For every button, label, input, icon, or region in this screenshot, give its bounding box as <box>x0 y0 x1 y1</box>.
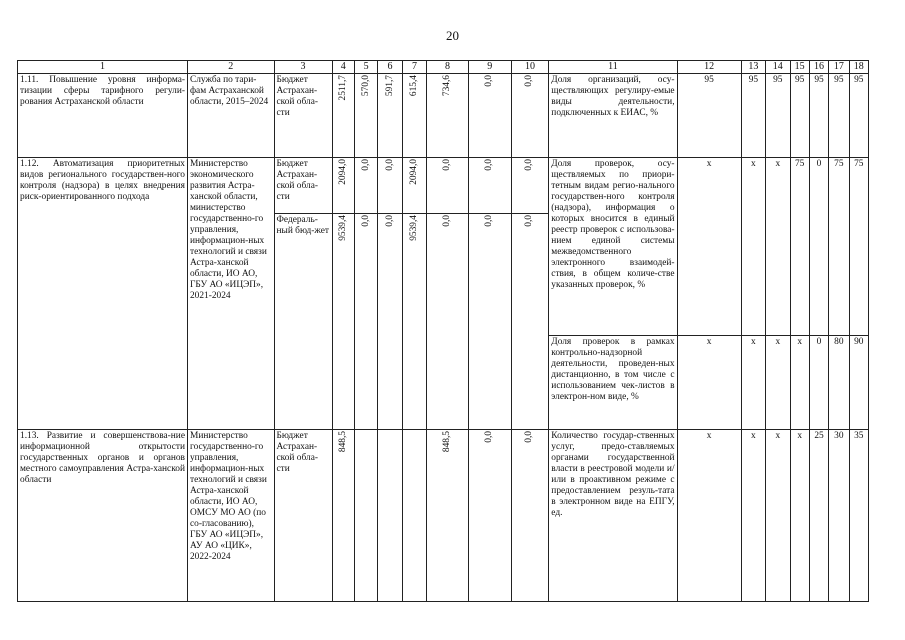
indicator-cell: Количество государ-ственных услуг, предо-ставляемых органами государственной власти в реестровой модели и/или в проактивном режиме с предоставлением резуль-тата в электронном виде на ЕПГУ, ед. <box>549 430 677 602</box>
amount-value: 848,5 <box>337 431 348 453</box>
indicator-value: 25 <box>809 430 828 602</box>
amount-year-cell <box>378 214 402 430</box>
header-cell: 16 <box>809 61 828 74</box>
indicator-value: 0 <box>809 336 828 430</box>
amount-total-cell <box>332 430 354 602</box>
amount-value: 2511,7 <box>337 75 348 101</box>
indicator-cell: Доля проверок, осу-ществляемых по приори-тетным видам регио-нального государствен-ного контроля (надзора), информация о которых вносится в единый реестр проверок с использова-нием единой системы межведомственного электронного взаимодей-ствия, в общем количе-стве указанных проверок, % <box>549 158 677 336</box>
amount-value: 9539,4 <box>337 215 348 241</box>
amount-year-cell <box>511 214 549 430</box>
activity-cell: 1.11. Повышение уровня информа-тизации сферы тарифного регули-рования Астраханской области <box>18 74 188 158</box>
amount-year-cell <box>378 158 402 214</box>
amount-year-cell <box>354 430 377 602</box>
amount-value: 9539,4 <box>408 215 419 241</box>
indicator-value: x <box>741 430 765 602</box>
indicator-value: 95 <box>741 74 765 158</box>
amount-year-cell <box>511 74 549 158</box>
amount-value: 0,0 <box>360 159 371 171</box>
amount-value: 2094,0 <box>408 159 419 185</box>
indicator-value: x <box>766 430 790 602</box>
header-cell: 1 <box>18 61 188 74</box>
indicator-value: 95 <box>829 74 849 158</box>
amount-value: 0,0 <box>484 75 495 87</box>
amount-value: 734,6 <box>442 75 453 97</box>
amount-value: 0,0 <box>442 215 453 227</box>
amount-value: 0,0 <box>524 215 535 227</box>
header-cell: 7 <box>402 61 426 74</box>
program-table <box>17 60 869 602</box>
amount-value: 570,0 <box>360 75 371 97</box>
amount-value: 2094,0 <box>337 159 348 185</box>
table-row <box>18 430 869 602</box>
indicator-value: x <box>741 336 765 430</box>
indicator-value: 30 <box>829 430 849 602</box>
indicator-value: 95 <box>790 74 809 158</box>
header-cell: 6 <box>378 61 402 74</box>
header-cell: 4 <box>332 61 354 74</box>
indicator-value: x <box>677 336 741 430</box>
funding-source-cell: Федераль-ный бюд-жет <box>274 214 332 430</box>
amount-year-cell <box>402 430 426 602</box>
amount-year-cell <box>468 74 511 158</box>
header-cell: 18 <box>849 61 868 74</box>
indicator-value: x <box>790 336 809 430</box>
executor-cell: Служба по тари-фам Астраханской области, 2015–2024 <box>187 74 274 158</box>
indicator-value: 0 <box>809 158 828 336</box>
page-number: 20 <box>446 28 459 43</box>
header-cell: 8 <box>427 61 469 74</box>
indicator-value: x <box>766 158 790 336</box>
table-row <box>18 158 869 214</box>
amount-total-cell <box>332 214 354 430</box>
header-cell: 12 <box>677 61 741 74</box>
header-cell: 10 <box>511 61 549 74</box>
indicator-value: x <box>766 336 790 430</box>
funding-source-cell: Бюджет Астрахан-ской обла-сти <box>274 430 332 602</box>
header-cell: 14 <box>766 61 790 74</box>
amount-year-cell <box>378 430 402 602</box>
amount-value: 0,0 <box>384 215 395 227</box>
indicator-value: 80 <box>829 336 849 430</box>
indicator-value: x <box>790 430 809 602</box>
amount-year-cell <box>468 214 511 430</box>
indicator-value: 75 <box>829 158 849 336</box>
amount-year-cell <box>427 430 469 602</box>
amount-value: 0,0 <box>442 159 453 171</box>
amount-value: 0,0 <box>524 159 535 171</box>
amount-year-cell <box>427 214 469 430</box>
amount-value: 615,4 <box>408 75 419 97</box>
indicator-value: 95 <box>849 74 868 158</box>
indicator-value: x <box>677 158 741 336</box>
indicator-value: x <box>677 430 741 602</box>
indicator-value: x <box>741 158 765 336</box>
amount-year-cell <box>378 74 402 158</box>
amount-value: 0,0 <box>360 215 371 227</box>
header-cell: 17 <box>829 61 849 74</box>
activity-cell: 1.12. Автоматизация приоритетных видов регионального государствен-ного контроля (надзора) в целях внедрения риск-ориентированного подхода <box>18 158 188 430</box>
amount-value: 591,7 <box>384 75 395 97</box>
amount-total-cell <box>332 158 354 214</box>
amount-year-cell <box>354 74 377 158</box>
amount-value: 0,0 <box>384 159 395 171</box>
indicator-value: 95 <box>766 74 790 158</box>
indicator-value: 75 <box>849 158 868 336</box>
header-cell: 13 <box>741 61 765 74</box>
amount-year-cell <box>427 74 469 158</box>
header-cell: 5 <box>354 61 377 74</box>
table-row <box>18 74 869 158</box>
amount-year-cell <box>354 158 377 214</box>
header-cell: 2 <box>187 61 274 74</box>
funding-source-cell: Бюджет Астрахан-ской обла-сти <box>274 158 332 214</box>
header-cell: 15 <box>790 61 809 74</box>
amount-total-cell <box>332 74 354 158</box>
amount-year-cell <box>468 430 511 602</box>
indicator-cell: Доля проверок в рамках контрольно-надзорной деятельности, проведен-ных дистанционно, в том числе с использованием чек-листов в электрон-ном виде, % <box>549 336 677 430</box>
amount-value: 0,0 <box>524 75 535 87</box>
amount-year-cell <box>402 74 426 158</box>
indicator-value: 95 <box>677 74 741 158</box>
amount-value: 0,0 <box>524 431 535 443</box>
activity-cell: 1.13. Развитие и совершенствова-ние информационной открытости государственных органов и органов местного самоуправления Астра-ханской области <box>18 430 188 602</box>
indicator-value: 75 <box>790 158 809 336</box>
indicator-cell: Доля организаций, осу-ществляющих регулиру-емые виды деятельности, подключенных к ЕИАС, % <box>549 74 677 158</box>
indicator-value: 35 <box>849 430 868 602</box>
amount-value: 0,0 <box>484 215 495 227</box>
amount-value: 0,0 <box>484 431 495 443</box>
amount-value: 848,5 <box>442 431 453 453</box>
amount-year-cell <box>402 214 426 430</box>
header-cell: 9 <box>468 61 511 74</box>
amount-year-cell <box>354 214 377 430</box>
amount-year-cell <box>402 158 426 214</box>
column-number-row <box>18 61 869 74</box>
header-cell: 11 <box>549 61 677 74</box>
amount-year-cell <box>511 158 549 214</box>
executor-cell: Министерство экономического развития Астра-ханской области, министерство государственно-го управления, информацион-ных технологий и связи Астра-ханской области, ИО АО, ГБУ АО «ИЦЭП», 2021-2024 <box>187 158 274 430</box>
amount-year-cell <box>468 158 511 214</box>
amount-value: 0,0 <box>484 159 495 171</box>
funding-source-cell: Бюджет Астрахан-ской обла-сти <box>274 74 332 158</box>
indicator-value: 95 <box>809 74 828 158</box>
amount-year-cell <box>427 158 469 214</box>
indicator-value: 90 <box>849 336 868 430</box>
header-cell: 3 <box>274 61 332 74</box>
amount-year-cell <box>511 430 549 602</box>
executor-cell: Министерство государственно-го управления, информацион-ных технологий и связи Астра-ханской области, ИО АО, ОМСУ МО АО (по со-гласованию), ГБУ АО «ИЦЭП», АУ АО «ЦИК», 2022-2024 <box>187 430 274 602</box>
